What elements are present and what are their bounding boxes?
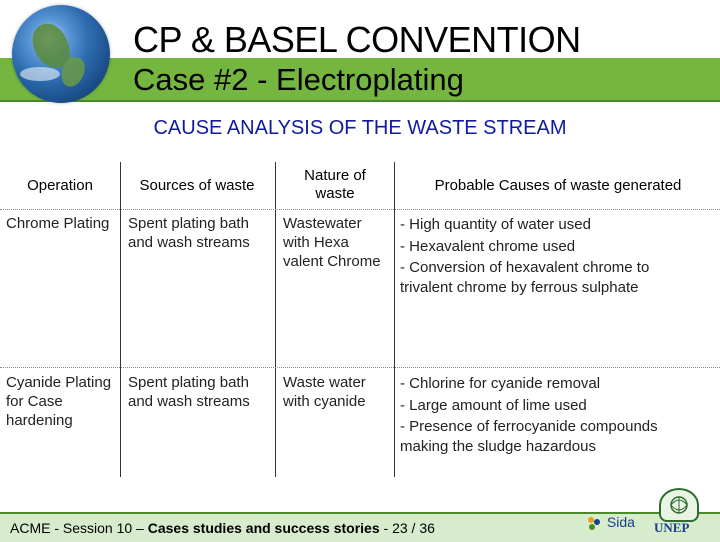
table-cell-causes xyxy=(400,214,700,298)
table-cell-nature: Wastewater with Hexa valent Chrome xyxy=(283,215,381,270)
cause-line: - Presence of ferrocyanide compounds making the sludge hazardous xyxy=(400,418,658,455)
section-title: CAUSE ANALYSIS OF THE WASTE STREAM xyxy=(153,117,567,139)
unep-logo xyxy=(648,488,708,538)
footer-topic: Cases studies and success stories xyxy=(147,520,380,536)
slide-title: CP & BASEL CONVENTION xyxy=(133,19,581,60)
table-cell-nature: Waste water with cyanide xyxy=(283,374,366,410)
table-cell-sources: Spent plating bath and wash streams xyxy=(128,374,250,410)
column-header-nature: Nature of waste xyxy=(304,167,366,202)
table-cell-operation: Cyanide Plating for Case hardening xyxy=(6,374,112,429)
column-header-operation: Operation xyxy=(27,177,93,194)
cause-line: - Large amount of lime used xyxy=(400,397,587,414)
sida-logo xyxy=(585,514,635,532)
sida-logo-text: Sida xyxy=(606,514,635,530)
footer-session: - Session 10 – xyxy=(50,520,148,536)
cause-line: - High quantity of water used xyxy=(400,216,591,233)
table-cell-sources: Spent plating bath and wash streams xyxy=(128,215,250,251)
column-header-causes: Probable Causes of waste generated xyxy=(434,177,682,194)
footer-org: ACME xyxy=(10,520,51,536)
unep-emblem-icon xyxy=(659,488,699,522)
unep-logo-text: UNEP xyxy=(654,520,690,535)
cause-line: - Hexavalent chrome used xyxy=(400,238,576,255)
header-divider-line xyxy=(0,209,720,210)
cause-line: - Conversion of hexavalent chrome to trivalent chrome by ferrous sulphate xyxy=(400,259,650,296)
cause-line: - Chlorine for cyanide removal xyxy=(400,375,601,392)
footer-page-number: 23 / 36 xyxy=(392,520,435,536)
sida-mark-icon xyxy=(585,514,603,532)
slide-subtitle: Case #2 - Electroplating xyxy=(133,62,464,97)
column-header-sources: Sources of waste xyxy=(139,177,255,194)
header-divider xyxy=(0,100,720,102)
footer-text xyxy=(10,520,435,536)
table-cell-operation: Chrome Plating xyxy=(6,215,110,232)
footer-separator: - xyxy=(379,520,393,536)
cause-analysis-table xyxy=(0,157,720,477)
row-divider-line xyxy=(0,367,720,368)
table-cell-causes xyxy=(400,373,700,457)
globe-icon xyxy=(12,5,110,103)
